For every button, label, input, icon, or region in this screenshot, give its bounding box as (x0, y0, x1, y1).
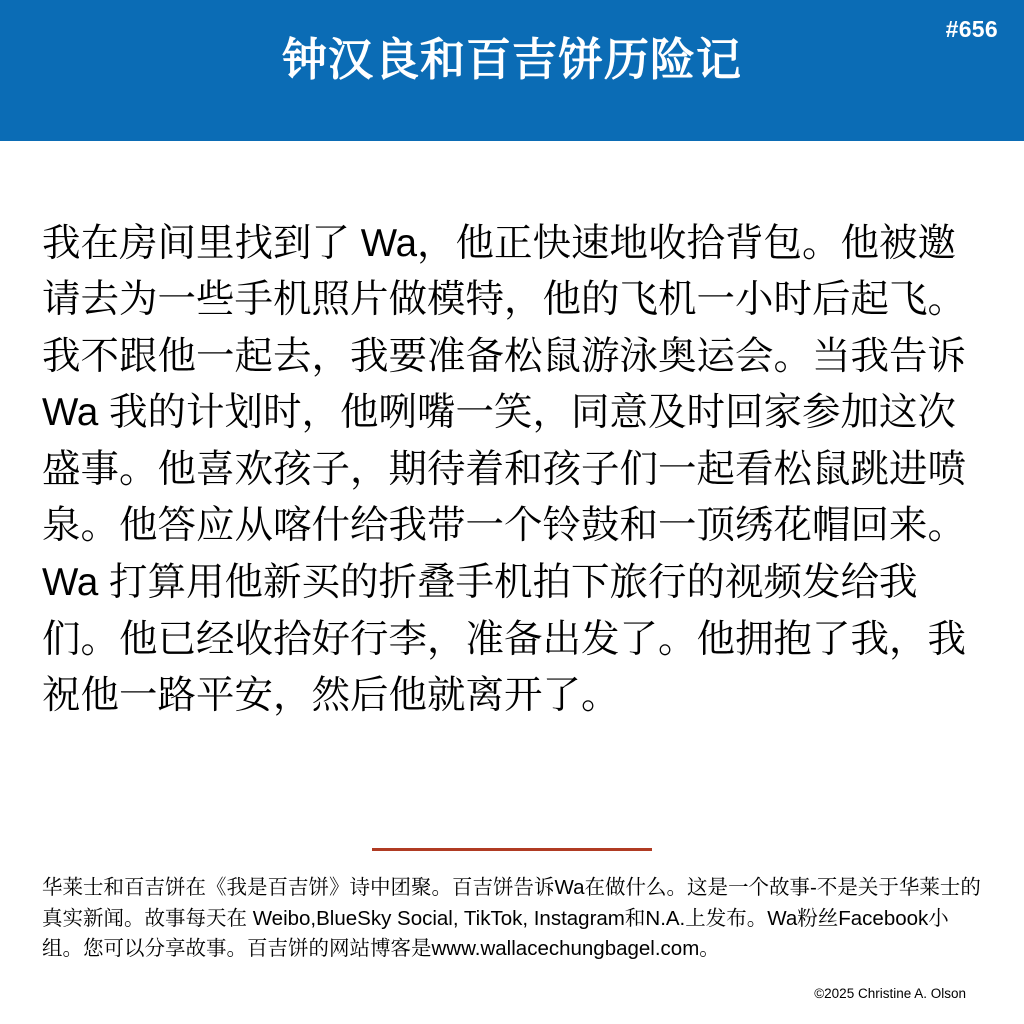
page-footer (0, 848, 1024, 1024)
issue-number-badge: #656 (945, 16, 998, 42)
page-title: 钟汉良和百吉饼历险记 (281, 34, 742, 86)
copyright-text: ©2025 Christine A. Olson (814, 985, 966, 1001)
footer-note-text: 华莱士和百吉饼在《我是百吉饼》诗中团聚。百吉饼告诉Wa在做什么。这是一个故事-不是关于华莱士的真实新闻。故事每天在 Weibo,BlueSky Social, TikTok, Instagram和N.A.上发布。Wa粉丝Facebook小组。您可以分享故事。百吉饼的网站博客是www.wallacechungbagel.com。 (42, 875, 981, 961)
story-body-text: 我在房间里找到了 Wa，他正快速地收拾背包。他被邀请去为一些手机照片做模特，他的飞机一小时后起飞。我不跟他一起去，我要准备松鼠游泳奥运会。当我告诉 Wa 我的计划时，他咧嘴一笑，同意及时回家参加这次盛事。他喜欢孩子，期待着和孩子们一起看松鼠跳进喷泉。他答应从喀什给我带一个铃鼓和一顶绣花帽回来。Wa 打算用他新买的折叠手机拍下旅行的视频发给我们。他已经收拾好行李，准备出发了。他拥抱了我，我祝他一路平安，然后他就离开了。 (42, 221, 967, 718)
footer-divider (372, 848, 652, 851)
page-header (0, 0, 1024, 141)
